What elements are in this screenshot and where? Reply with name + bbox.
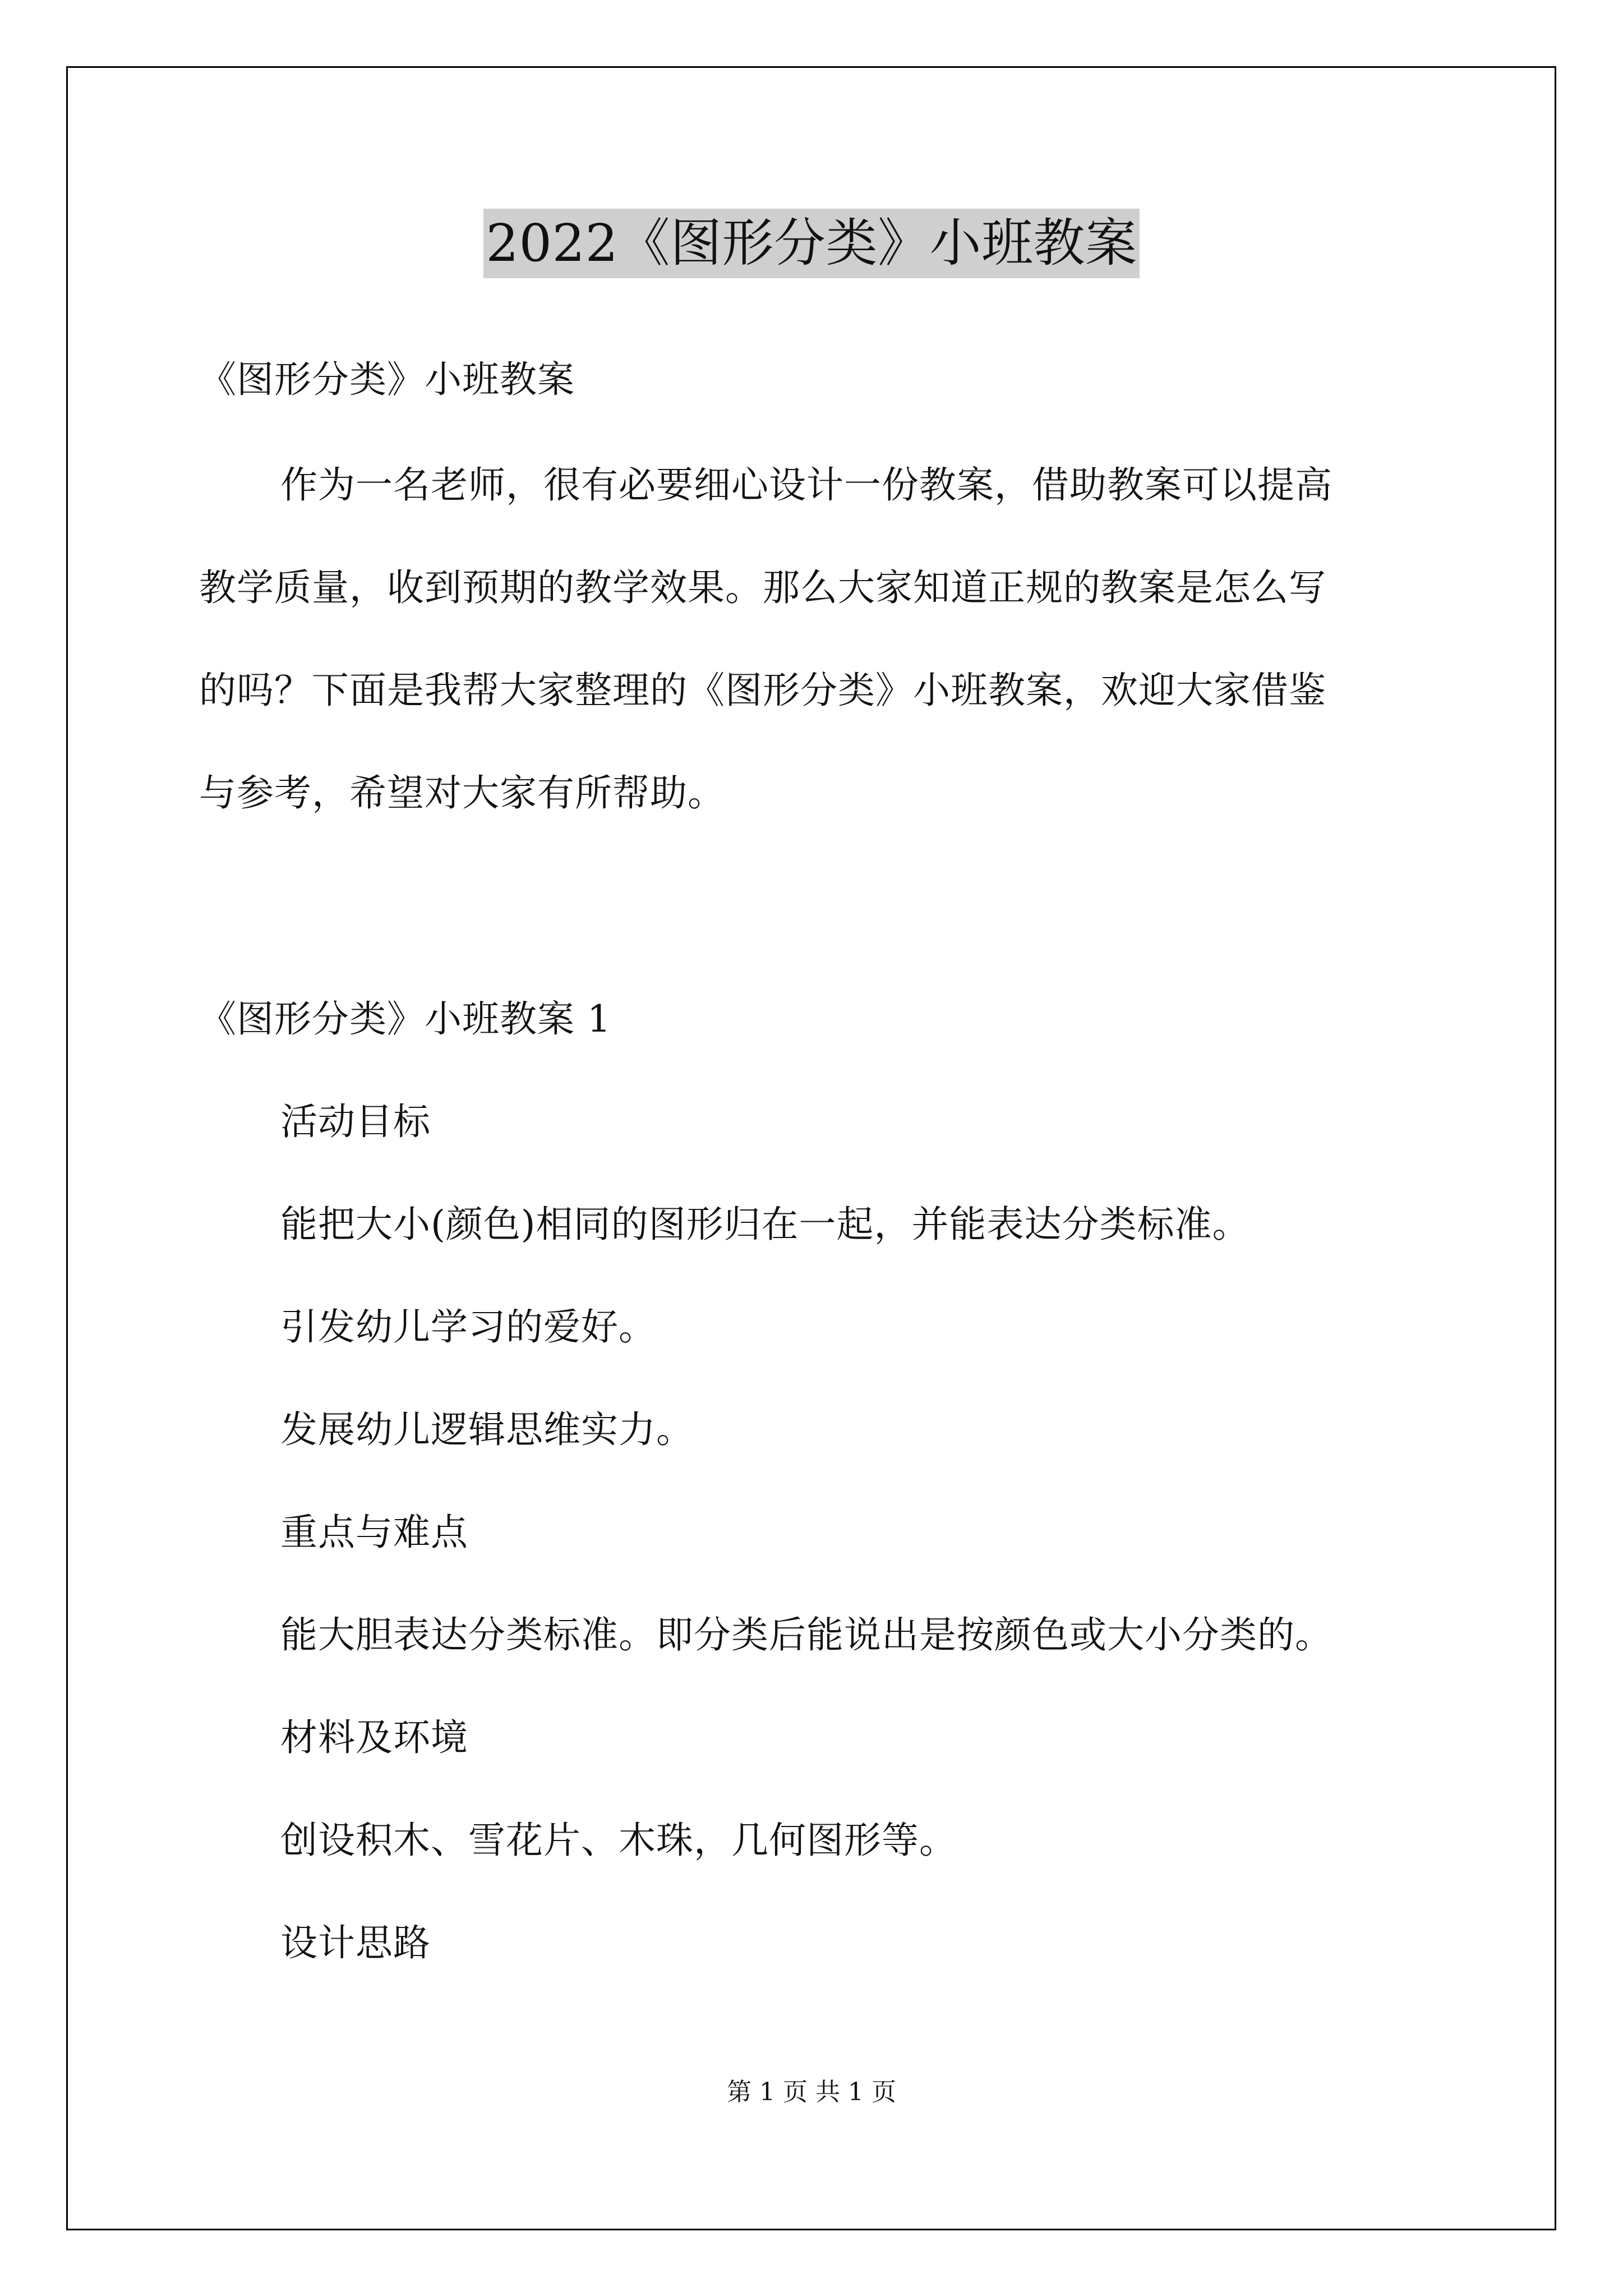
section-heading: 重点与难点	[280, 1511, 468, 1554]
section-heading: 材料及环境	[280, 1716, 468, 1759]
page-footer: 第 1 页 共 1 页	[727, 2078, 896, 2106]
intro-line: 作为一名老师，很有必要细心设计一份教案，借助教案可以提高	[280, 463, 1332, 507]
document-subtitle: 《图形分类》小班教案	[199, 358, 575, 401]
title-container	[0, 209, 1623, 278]
section-title: 《图形分类》小班教案 1	[199, 997, 611, 1041]
body-line: 创设积木、雪花片、木珠，几何图形等。	[280, 1819, 957, 1862]
intro-line: 教学质量，收到预期的教学效果。那么大家知道正规的教案是怎么写	[199, 566, 1326, 609]
intro-line: 与参考，希望对大家有所帮助。	[199, 771, 725, 815]
document-title: 2022《图形分类》小班教案	[483, 209, 1139, 278]
body-line: 能把大小(颜色)相同的图形归在一起，并能表达分类标准。	[280, 1203, 1250, 1246]
section-heading: 活动目标	[280, 1100, 431, 1143]
intro-line: 的吗？下面是我帮大家整理的《图形分类》小班教案，欢迎大家借鉴	[199, 669, 1326, 712]
body-line: 引发幼儿学习的爱好。	[280, 1305, 656, 1349]
body-line: 发展幼儿逻辑思维实力。	[280, 1408, 694, 1451]
section-heading: 设计思路	[280, 1921, 431, 1964]
body-line: 能大胆表达分类标准。即分类后能说出是按颜色或大小分类的。	[280, 1613, 1332, 1657]
